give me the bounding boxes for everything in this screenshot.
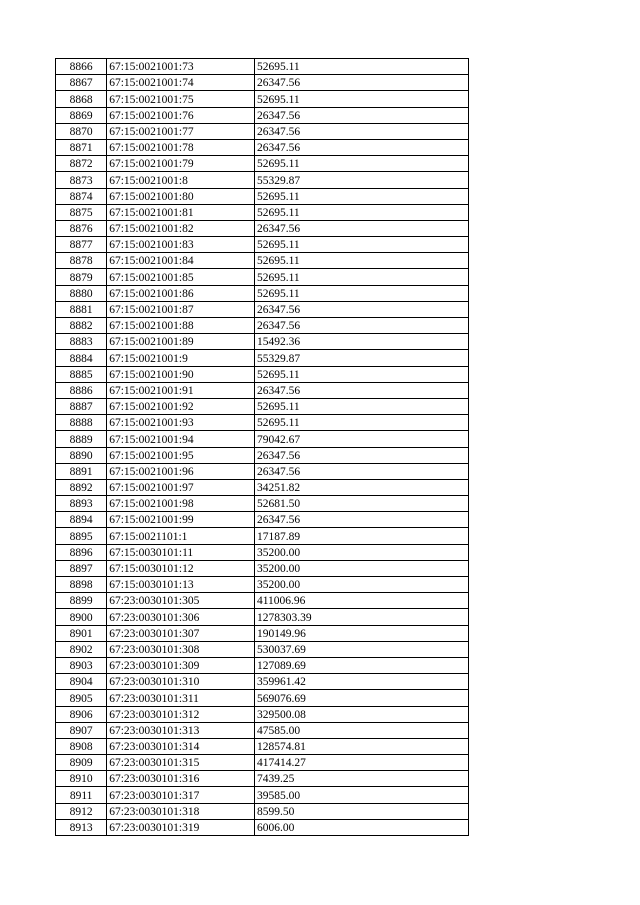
table-row [56,577,469,593]
cadastral-number-cell: 67:15:0021001:90 [107,366,255,382]
table-row [56,334,469,350]
row-number-cell: 8867 [56,75,107,91]
table-row [56,398,469,414]
value-cell: 530037.69 [254,641,468,657]
table-row [56,415,469,431]
table-row [56,269,469,285]
row-number-cell: 8866 [56,59,107,75]
cadastral-number-cell: 67:23:0030101:314 [107,738,255,754]
value-cell: 26347.56 [254,512,468,528]
cadastral-number-cell: 67:15:0021001:78 [107,139,255,155]
table-row [56,253,469,269]
cadastral-number-cell: 67:15:0021001:93 [107,415,255,431]
row-number-cell: 8901 [56,625,107,641]
row-number-cell: 8892 [56,479,107,495]
cadastral-number-cell: 67:23:0030101:309 [107,657,255,673]
value-cell: 190149.96 [254,625,468,641]
cadastral-number-cell: 67:23:0030101:310 [107,674,255,690]
row-number-cell: 8902 [56,641,107,657]
row-number-cell: 8912 [56,803,107,819]
value-cell: 52695.11 [254,59,468,75]
row-number-cell: 8894 [56,512,107,528]
cadastral-number-cell: 67:15:0021001:82 [107,220,255,236]
row-number-cell: 8891 [56,463,107,479]
table-row [56,204,469,220]
value-cell: 35200.00 [254,544,468,560]
value-cell: 26347.56 [254,447,468,463]
row-number-cell: 8869 [56,107,107,123]
row-number-cell: 8904 [56,674,107,690]
table-row [56,560,469,576]
cadastral-number-cell: 67:15:0021001:73 [107,59,255,75]
value-cell: 52695.11 [254,156,468,172]
value-cell: 359961.42 [254,674,468,690]
value-cell: 52695.11 [254,253,468,269]
value-cell: 35200.00 [254,577,468,593]
row-number-cell: 8877 [56,237,107,253]
row-number-cell: 8899 [56,593,107,609]
value-cell: 15492.36 [254,334,468,350]
table-row [56,787,469,803]
value-cell: 128574.81 [254,738,468,754]
row-number-cell: 8898 [56,577,107,593]
row-number-cell: 8895 [56,528,107,544]
value-cell: 52695.11 [254,237,468,253]
value-cell: 1278303.39 [254,609,468,625]
table-row [56,91,469,107]
table-row [56,366,469,382]
row-number-cell: 8883 [56,334,107,350]
table-row [56,706,469,722]
table-row [56,690,469,706]
row-number-cell: 8884 [56,350,107,366]
cadastral-number-cell: 67:15:0021101:1 [107,528,255,544]
row-number-cell: 8890 [56,447,107,463]
cadastral-number-cell: 67:15:0021001:77 [107,123,255,139]
cadastral-number-cell: 67:23:0030101:313 [107,722,255,738]
value-cell: 52681.50 [254,496,468,512]
row-number-cell: 8871 [56,139,107,155]
value-cell: 26347.56 [254,75,468,91]
cadastral-number-cell: 67:15:0021001:81 [107,204,255,220]
value-cell: 26347.56 [254,123,468,139]
cadastral-number-cell: 67:23:0030101:315 [107,755,255,771]
row-number-cell: 8910 [56,771,107,787]
table-row [56,512,469,528]
table-row [56,593,469,609]
table-row [56,59,469,75]
cadastral-number-cell: 67:15:0021001:76 [107,107,255,123]
table-row [56,172,469,188]
cadastral-number-cell: 67:15:0021001:75 [107,91,255,107]
table-row [56,496,469,512]
value-cell: 17187.89 [254,528,468,544]
cadastral-number-cell: 67:23:0030101:312 [107,706,255,722]
table-body [56,59,469,836]
table-row [56,75,469,91]
cadastral-number-cell: 67:23:0030101:305 [107,593,255,609]
row-number-cell: 8882 [56,318,107,334]
table-row [56,447,469,463]
value-cell: 26347.56 [254,382,468,398]
cadastral-number-cell: 67:15:0030101:11 [107,544,255,560]
row-number-cell: 8873 [56,172,107,188]
cadastral-number-cell: 67:15:0021001:96 [107,463,255,479]
table-row [56,285,469,301]
table-row [56,674,469,690]
cadastral-number-cell: 67:15:0021001:99 [107,512,255,528]
cadastral-number-cell: 67:15:0021001:83 [107,237,255,253]
table-row [56,107,469,123]
table-row [56,382,469,398]
value-cell: 26347.56 [254,463,468,479]
value-cell: 52695.11 [254,366,468,382]
value-cell: 417414.27 [254,755,468,771]
table-row [56,237,469,253]
value-cell: 52695.11 [254,269,468,285]
row-number-cell: 8909 [56,755,107,771]
table-row [56,771,469,787]
value-cell: 52695.11 [254,285,468,301]
cadastral-number-cell: 67:23:0030101:316 [107,771,255,787]
value-cell: 26347.56 [254,318,468,334]
cadastral-number-cell: 67:23:0030101:318 [107,803,255,819]
row-number-cell: 8896 [56,544,107,560]
table-row [56,220,469,236]
value-cell: 52695.11 [254,188,468,204]
row-number-cell: 8911 [56,787,107,803]
row-number-cell: 8900 [56,609,107,625]
row-number-cell: 8874 [56,188,107,204]
table-row [56,657,469,673]
row-number-cell: 8887 [56,398,107,414]
table-row [56,431,469,447]
table-row [56,318,469,334]
cadastral-number-cell: 67:23:0030101:306 [107,609,255,625]
row-number-cell: 8885 [56,366,107,382]
table-row [56,528,469,544]
value-cell: 34251.82 [254,479,468,495]
value-cell: 127089.69 [254,657,468,673]
table-row [56,479,469,495]
table-row [56,641,469,657]
row-number-cell: 8879 [56,269,107,285]
table-row [56,188,469,204]
table-row [56,123,469,139]
cadastral-number-cell: 67:15:0021001:80 [107,188,255,204]
value-cell: 55329.87 [254,350,468,366]
table-row [56,156,469,172]
row-number-cell: 8888 [56,415,107,431]
value-cell: 52695.11 [254,415,468,431]
row-number-cell: 8893 [56,496,107,512]
cadastral-number-cell: 67:23:0030101:307 [107,625,255,641]
row-number-cell: 8881 [56,301,107,317]
table-row [56,803,469,819]
value-cell: 8599.50 [254,803,468,819]
row-number-cell: 8886 [56,382,107,398]
cadastral-number-cell: 67:15:0021001:8 [107,172,255,188]
table-row [56,738,469,754]
cadastral-number-cell: 67:15:0021001:89 [107,334,255,350]
value-cell: 55329.87 [254,172,468,188]
cadastral-number-cell: 67:15:0021001:86 [107,285,255,301]
table-row [56,463,469,479]
cadastral-number-cell: 67:15:0030101:13 [107,577,255,593]
cadastral-number-cell: 67:15:0021001:91 [107,382,255,398]
value-cell: 52695.11 [254,204,468,220]
value-cell: 26347.56 [254,220,468,236]
cadastral-number-cell: 67:23:0030101:317 [107,787,255,803]
cadastral-number-cell: 67:15:0021001:95 [107,447,255,463]
cadastral-number-cell: 67:15:0021001:84 [107,253,255,269]
cadastral-number-cell: 67:15:0021001:88 [107,318,255,334]
row-number-cell: 8880 [56,285,107,301]
cadastral-number-cell: 67:23:0030101:319 [107,819,255,835]
table-row [56,722,469,738]
cadastral-number-cell: 67:15:0021001:92 [107,398,255,414]
cadastral-number-cell: 67:15:0021001:85 [107,269,255,285]
cadastral-number-cell: 67:15:0021001:79 [107,156,255,172]
value-cell: 411006.96 [254,593,468,609]
cadastral-number-cell: 67:23:0030101:308 [107,641,255,657]
row-number-cell: 8897 [56,560,107,576]
row-number-cell: 8913 [56,819,107,835]
row-number-cell: 8872 [56,156,107,172]
row-number-cell: 8907 [56,722,107,738]
value-cell: 569076.69 [254,690,468,706]
table-row [56,139,469,155]
value-cell: 52695.11 [254,91,468,107]
cadastral-number-cell: 67:15:0021001:74 [107,75,255,91]
value-cell: 79042.67 [254,431,468,447]
table-row [56,625,469,641]
value-cell: 47585.00 [254,722,468,738]
table-row [56,301,469,317]
cadastral-number-cell: 67:15:0021001:87 [107,301,255,317]
row-number-cell: 8878 [56,253,107,269]
table-row [56,350,469,366]
row-number-cell: 8875 [56,204,107,220]
cadastral-number-cell: 67:15:0021001:97 [107,479,255,495]
row-number-cell: 8908 [56,738,107,754]
row-number-cell: 8868 [56,91,107,107]
value-cell: 26347.56 [254,139,468,155]
table-row [56,544,469,560]
table-row [56,755,469,771]
row-number-cell: 8906 [56,706,107,722]
row-number-cell: 8905 [56,690,107,706]
cadastral-number-cell: 67:15:0021001:94 [107,431,255,447]
value-cell: 26347.56 [254,107,468,123]
cadastral-number-cell: 67:15:0030101:12 [107,560,255,576]
cadastral-number-cell: 67:23:0030101:311 [107,690,255,706]
value-cell: 7439.25 [254,771,468,787]
row-number-cell: 8889 [56,431,107,447]
value-cell: 39585.00 [254,787,468,803]
value-cell: 52695.11 [254,398,468,414]
value-cell: 6006.00 [254,819,468,835]
row-number-cell: 8903 [56,657,107,673]
table-row [56,819,469,835]
table-row [56,609,469,625]
cadastral-number-cell: 67:15:0021001:98 [107,496,255,512]
row-number-cell: 8876 [56,220,107,236]
row-number-cell: 8870 [56,123,107,139]
value-cell: 35200.00 [254,560,468,576]
value-cell: 26347.56 [254,301,468,317]
value-cell: 329500.08 [254,706,468,722]
cadastral-value-table [55,58,469,836]
cadastral-number-cell: 67:15:0021001:9 [107,350,255,366]
